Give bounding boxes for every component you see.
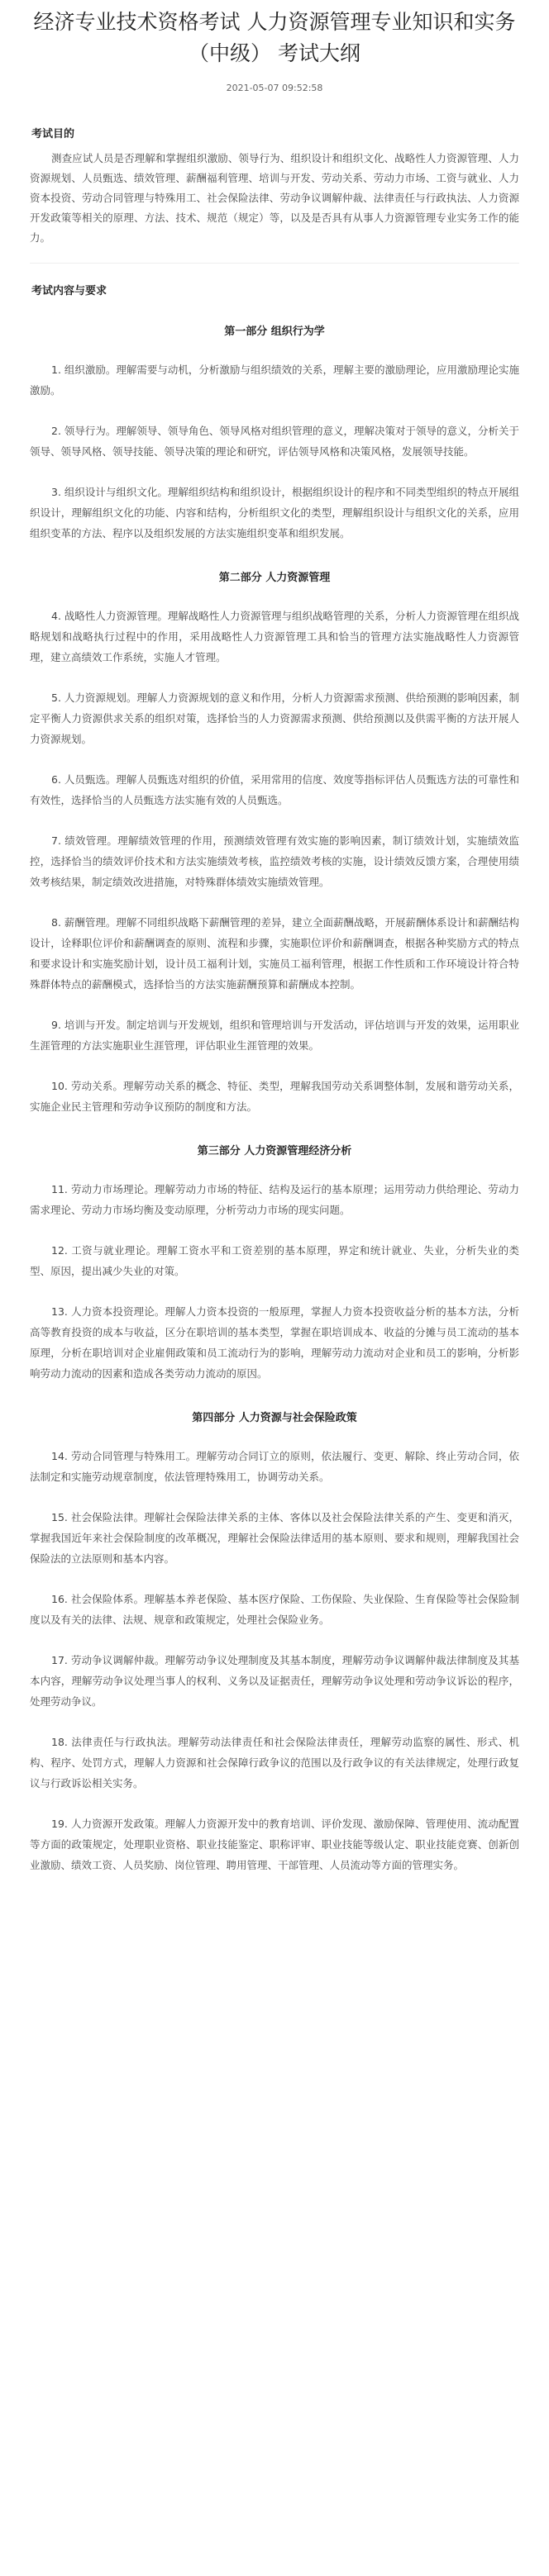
page-title: 经济专业技术资格考试 人力资源管理专业知识和实务（中级） 考试大纲 [33,10,516,65]
list-item: 14. 劳动合同管理与特殊用工。理解劳动合同订立的原则，依法履行、变更、解除、终止劳动合同，依法制定和实施劳动规章制度，依法管理特殊用工，协调劳动关系。 [30,1450,519,1483]
section-title: 第四部分 人力资源与社会保险政策 [192,1412,357,1424]
list-item: 13. 人力资本投资理论。理解人力资本投资的一般原理，掌握人力资本投资收益分析的基本方法，分析高等教育投资的成本与收益，区分在职培训的基本类型，掌握在职培训成本、收益的分摊与员工流动的基本原理，分析在职培训对企业雇佣政策和员工流动行为的影响，理解劳动力流动对企业和员工的影响，分析影响劳动力流动的因素和造成各类劳动力流动的原因。 [30,1305,519,1380]
list-item: 2. 领导行为。理解领导、领导角色、领导风格对组织管理的意义，理解决策对于领导的意义，分析关于领导、领导风格、领导技能、领导决策的理论和研究，评估领导风格和决策风格，发展领导技能。 [30,425,519,458]
section-title: 第三部分 人力资源管理经济分析 [197,1145,352,1157]
publish-timestamp: 2021-05-07 09:52:58 [226,83,323,93]
purpose-text: 测查应试人员是否理解和掌握组织激励、领导行为、组织设计和组织文化、战略性人力资源管理、人力资源规划、人员甄选、绩效管理、薪酬福利管理、培训与开发、劳动关系、劳动力市场、工资与就业、人力资本投资、劳动合同管理与特殊用工、社会保险法律、劳动争议调解仲裁、法律责任与行政执法、人力资源开发政策等相关的原理、方法、技术、规范（规定）等，以及是否具有从事人力资源管理专业实务工作的能力。 [30,152,519,244]
list-item: 17. 劳动争议调解仲裁。理解劳动争议处理制度及其基本制度，理解劳动争议调解仲裁法律制度及其基本内容，理解劳动争议处理当事人的权利、义务以及证据责任，理解劳动争议处理和劳动争议诉讼的程序，处理劳动争议。 [30,1654,519,1708]
list-item: 4. 战略性人力资源管理。理解战略性人力资源管理与组织战略管理的关系，分析人力资源管理在组织战略规划和战略执行过程中的作用，采用战略性人力资源管理工具和恰当的管理方法实施战略性人力资源管理，建立高绩效工作系统，实施人才管理。 [30,610,519,663]
list-item: 7. 绩效管理。理解绩效管理的作用，预测绩效管理有效实施的影响因素，制订绩效计划，实施绩效监控，选择恰当的绩效评价技术和方法实施绩效考核，监控绩效考核的实施，设计绩效反馈方案，合理使用绩效考核结果，制定绩效改进措施，对特殊群体绩效实施绩效管理。 [30,834,519,888]
list-item: 5. 人力资源规划。理解人力资源规划的意义和作用，分析人力资源需求预测、供给预测的影响因素，制定平衡人力资源供求关系的组织对策，选择恰当的人力资源需求预测、供给预测以及供需平衡的方法开展人力资源规划。 [30,692,519,745]
list-item: 1. 组织激励。理解需要与动机，分析激励与组织绩效的关系，理解主要的激励理论，应用激励理论实施激励。 [30,364,519,397]
list-item: 8. 薪酬管理。理解不同组织战略下薪酬管理的差异，建立全面薪酬战略，开展薪酬体系设计和薪酬结构设计，诠释职位评价和薪酬调查的原则、流程和步骤，实施职位评价和薪酬调查，根据各种奖励方式的特点和要求设计和实施奖励计划，设计员工福利计划，实施员工福利管理，根据工作性质和工作环境设计符合特殊群体特点的薪酬模式，选择恰当的方法实施薪酬预算和薪酬成本控制。 [30,916,519,991]
section-1 [30,322,519,544]
list-item: 12. 工资与就业理论。理解工资水平和工资差别的基本原理，界定和统计就业、失业，分析失业的类型、原因，提出减少失业的对策。 [30,1244,519,1277]
list-item: 3. 组织设计与组织文化。理解组织结构和组织设计，根据组织设计的程序和不同类型组织的特点开展组织设计，理解组织文化的功能、内容和结构，分析组织文化的类型，理解组织设计与组织文化的关系，应用组织变革的方法、程序以及组织发展的方法实施组织变革和组织发展。 [30,486,519,539]
list-item: 18. 法律责任与行政执法。理解劳动法律责任和社会保险法律责任，理解劳动监察的属性、形式、机构、程序、处罚方式，理解人力资源和社会保障行政争议的范围以及行政争议的有关法律规定，处理行政复议与行政诉讼相关实务。 [30,1736,519,1789]
purpose-label: 考试目的 [31,128,75,140]
section-title: 第二部分 人力资源管理 [218,572,331,584]
list-item: 19. 人力资源开发政策。理解人力资源开发中的教育培训、评价发现、激励保障、管理使用、流动配置等方面的政策规定，处理职业资格、职业技能鉴定、职称评审、职业技能等级认定、职业技能竞赛、创新创业激励、绩效工资、人员奖励、岗位管理、聘用管理、干部管理、人员流动等方面的管理实务。 [30,1818,519,1871]
list-item: 11. 劳动力市场理论。理解劳动力市场的特征、结构及运行的基本原理；运用劳动力供给理论、劳动力需求理论、劳动力市场均衡及变动原理，分析劳动力市场的现实问题。 [30,1183,519,1216]
list-item: 10. 劳动关系。理解劳动关系的概念、特征、类型，理解我国劳动关系调整体制，发展和谐劳动关系，实施企业民主管理和劳动争议预防的制度和方法。 [30,1080,519,1113]
section-3 [30,1142,519,1384]
divider [30,263,519,264]
section-2 [30,568,519,1117]
list-item: 15. 社会保险法律。理解社会保险法律关系的主体、客体以及社会保险法律关系的产生、变更和消灭，掌握我国近年来社会保险制度的改革概况，理解社会保险法律适用的基本原则、要求和规则，理解我国社会保险法的立法原则和基本内容。 [30,1511,519,1565]
content-label: 考试内容与要求 [31,285,107,297]
section-4 [30,1409,519,1875]
list-item: 16. 社会保险体系。理解基本养老保险、基本医疗保险、工伤保险、失业保险、生育保险等社会保险制度以及有关的法律、法规、规章和政策规定，处理社会保险业务。 [30,1593,519,1626]
list-item: 9. 培训与开发。制定培训与开发规划，组织和管理培训与开发活动，评估培训与开发的效果，运用职业生涯管理的方法实施职业生涯管理，评估职业生涯管理的效果。 [30,1019,519,1052]
section-title: 第一部分 组织行为学 [224,326,325,338]
list-item: 6. 人员甄选。理解人员甄选对组织的价值，采用常用的信度、效度等指标评估人员甄选方法的可靠性和有效性，选择恰当的人员甄选方法实施有效的人员甄选。 [30,773,519,806]
